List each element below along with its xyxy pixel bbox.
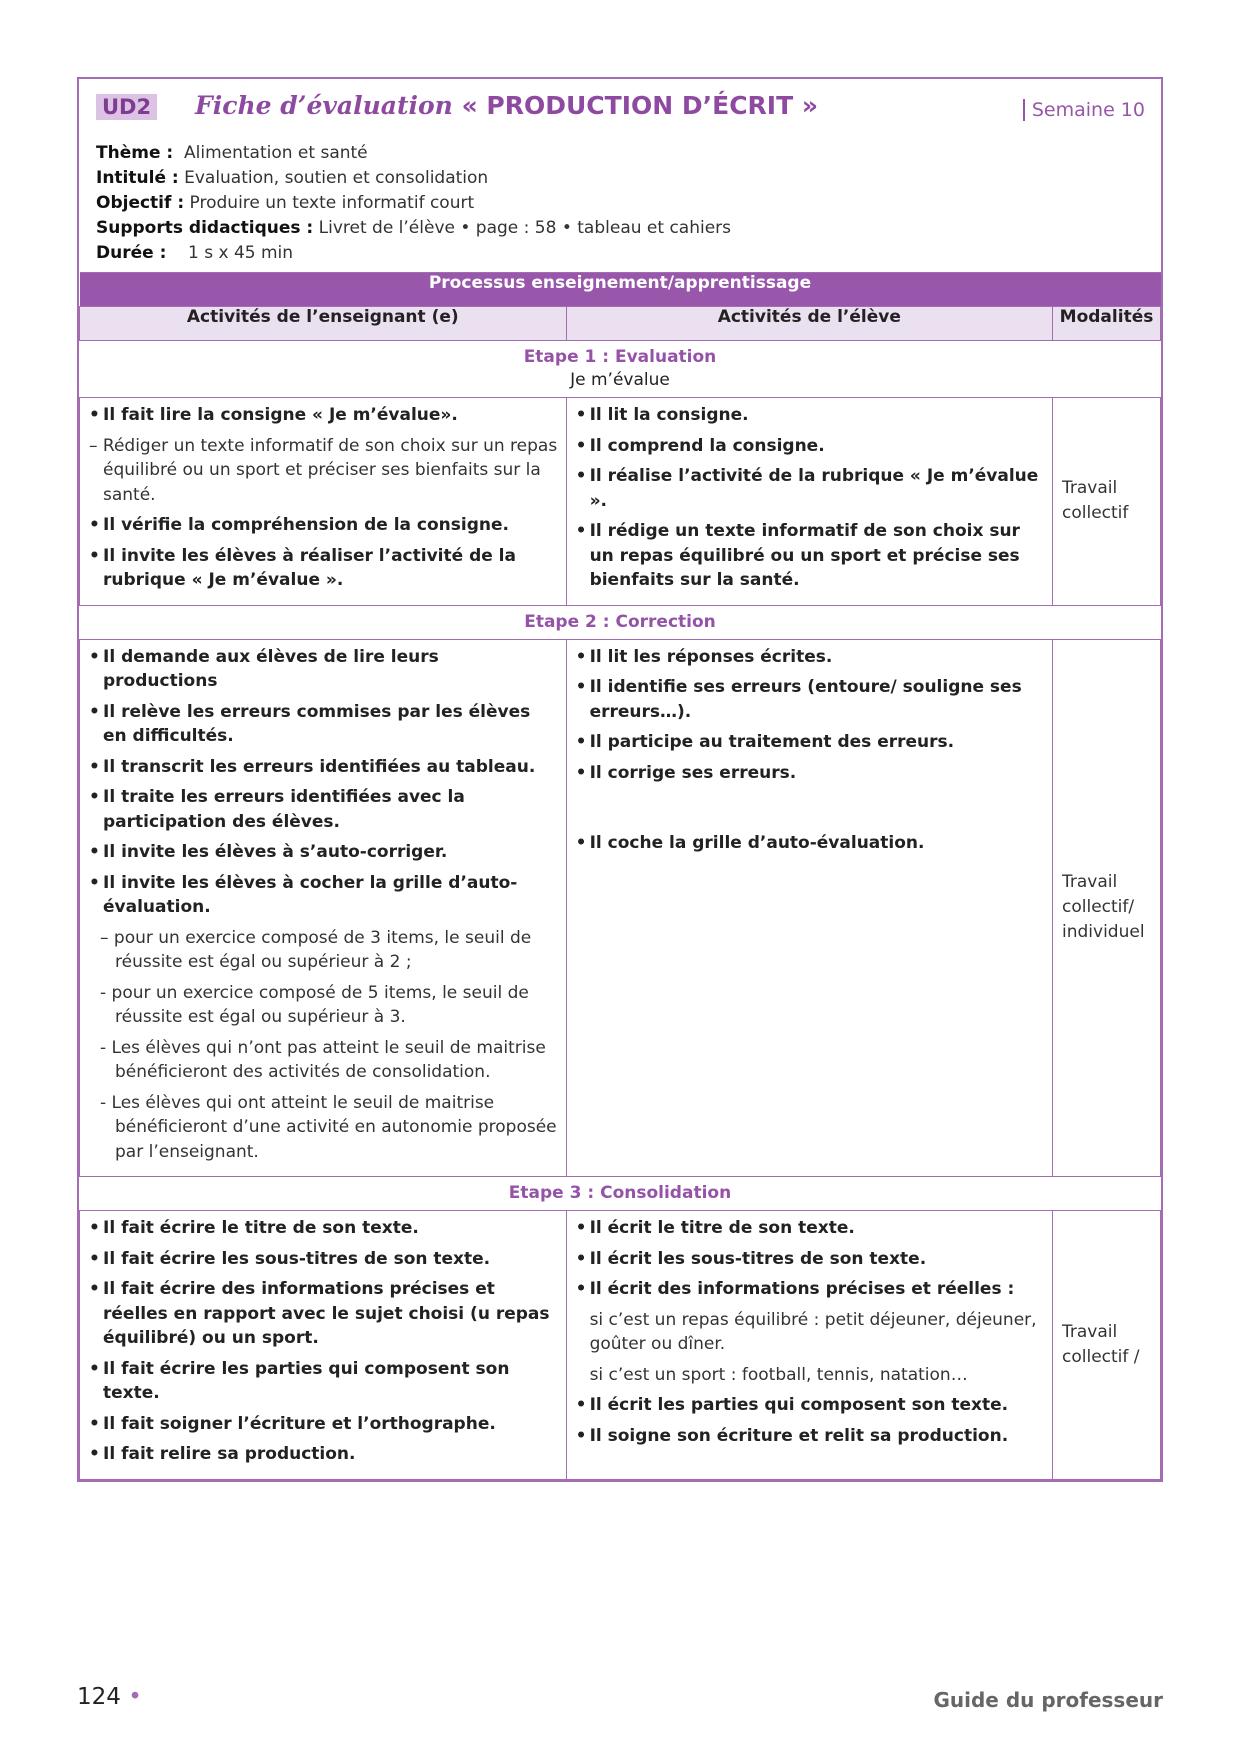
title-script: Fiche d’évaluation [195, 91, 453, 120]
list-item: • Il transcrit les erreurs identifiées au tableau. [89, 755, 558, 780]
list-item: • Il comprend la consigne. [576, 434, 1044, 459]
list-item: • Il relève les erreurs commises par les élèves en difficultés. [89, 700, 558, 749]
list-item: • Il invite les élèves à réaliser l’activité de la rubrique « Je m’évalue ». [89, 544, 558, 593]
list-item: • Il identifie ses erreurs (entoure/ souligne ses erreurs…). [576, 675, 1044, 724]
list-item: • Il écrit les sous-titres de son texte. [576, 1247, 1044, 1272]
process-band: Processus enseignement/apprentissage [80, 273, 1161, 307]
etape-2-header [80, 605, 1161, 639]
list-item: • Il rédige un texte informatif de son choix sur un repas équilibré ou un sport et précise ses bienfaits sur la santé. [576, 519, 1044, 593]
unit-badge: UD2 [96, 94, 157, 120]
list-item: • Il fait lire la consigne « Je m’évalue». [89, 403, 558, 428]
list-item: • Il écrit le titre de son texte. [576, 1216, 1044, 1241]
list-item: • Il vérifie la compréhension de la consigne. [89, 513, 558, 538]
etape-3-student-cell [566, 1211, 1052, 1480]
list-item: • Il coche la grille d’auto-évaluation. [576, 831, 1044, 856]
list-item: • Il invite les élèves à s’auto-corriger. [89, 840, 558, 865]
etape-2-modalites: Travail collectif/ individuel [1053, 639, 1161, 1177]
page-number: 124 • [77, 1684, 142, 1710]
list-item: • Il écrit des informations précises et réelles : [576, 1277, 1044, 1302]
col-header-student: Activités de l’élève [566, 307, 1052, 341]
info-block [96, 141, 731, 266]
info-supports: Supports didactiques : Livret de l’élève • page : 58 • tableau et cahiers [96, 218, 732, 238]
etape-2-teacher-cell [80, 639, 567, 1177]
col-header-modalites: Modalités [1053, 307, 1161, 341]
page-dot: • [128, 1684, 142, 1710]
etape-1-modalites: Travail collectif [1053, 398, 1161, 606]
footer-guide-title: Guide du professeur [933, 1688, 1163, 1712]
list-item: – pour un exercice composé de 3 items, le seuil de réussite est égal ou supérieur à 2 ; [100, 927, 532, 972]
col-header-teacher: Activités de l’enseignant (e) [80, 307, 567, 341]
list-item: • Il soigne son écriture et relit sa production. [576, 1424, 1044, 1449]
list-item: • Il demande aux élèves de lire leurs productions [89, 645, 558, 694]
etape-2-student-cell [566, 639, 1052, 1177]
etape-1-teacher-cell [80, 398, 567, 606]
week-label: Semaine 10 [1023, 99, 1145, 121]
list-item: • Il lit la consigne. [576, 403, 1044, 428]
list-item: • Il fait relire sa production. [89, 1442, 558, 1467]
sheet-title [195, 91, 818, 120]
list-item: – Rédiger un texte informatif de son choix sur un repas équilibré ou un sport et préciser ses bienfaits sur la santé. [89, 435, 558, 505]
list-item: • Il invite les élèves à cocher la grille d’auto-évaluation. [89, 871, 558, 920]
etape-2-title: Etape 2 : Correction [524, 611, 716, 632]
etape-1-subtitle: Je m’évalue [570, 370, 670, 390]
etape-3-modalites: Travail collectif / [1053, 1211, 1161, 1480]
evaluation-sheet [77, 77, 1163, 1482]
sheet-header [79, 79, 1161, 272]
list-item: - Les élèves qui ont atteint le seuil de maitrise bénéficieront d’une activité en autonomie proposée par l’enseignant. [100, 1092, 557, 1162]
etape-1-header [80, 341, 1161, 398]
list-item: • Il participe au traitement des erreurs. [576, 730, 1044, 755]
title-caps: « PRODUCTION D’ÉCRIT » [461, 91, 819, 120]
list-item: • Il fait écrire les parties qui composent son texte. [89, 1357, 558, 1406]
process-table [79, 272, 1161, 1480]
list-item: - Les élèves qui n’ont pas atteint le seuil de maitrise bénéficieront des activités de consolidation. [100, 1037, 546, 1082]
etape-1-title: Etape 1 : Evaluation [523, 347, 717, 367]
list-item: - pour un exercice composé de 5 items, le seuil de réussite est égal ou supérieur à 3. [100, 982, 529, 1027]
list-item: • Il fait soigner l’écriture et l’orthographe. [89, 1412, 558, 1437]
list-item: • Il écrit les parties qui composent son texte. [576, 1393, 1044, 1418]
list-item: • Il fait écrire les sous-titres de son texte. [89, 1247, 558, 1272]
info-objectif: Objectif : Produire un texte informatif court [96, 193, 475, 213]
etape-3-title: Etape 3 : Consolidation [508, 1183, 732, 1203]
list-item: si c’est un repas équilibré : petit déjeuner, déjeuner, goûter ou dîner. [589, 1309, 1037, 1354]
list-item: • Il traite les erreurs identifiées avec la participation des élèves. [89, 785, 558, 834]
etape-1-student-cell [566, 398, 1052, 606]
list-item: • Il lit les réponses écrites. [576, 645, 1044, 670]
list-item: • Il fait écrire le titre de son texte. [89, 1216, 558, 1241]
etape-3-teacher-cell [80, 1211, 567, 1480]
list-item: si c’est un sport : football, tennis, natation… [589, 1364, 968, 1385]
info-theme: Thème : Alimentation et santé [96, 143, 368, 163]
list-item: • Il corrige ses erreurs. [576, 761, 1044, 786]
info-intitule: Intitulé : Evaluation, soutien et consolidation [96, 168, 489, 188]
list-item: • Il réalise l’activité de la rubrique « Je m’évalue ». [576, 464, 1044, 513]
etape-3-header [80, 1177, 1161, 1211]
info-duree: Durée : 1 s x 45 min [96, 243, 294, 263]
list-item: • Il fait écrire des informations précises et réelles en rapport avec le sujet choisi (u repas équilibré) ou un sport. [89, 1277, 558, 1351]
